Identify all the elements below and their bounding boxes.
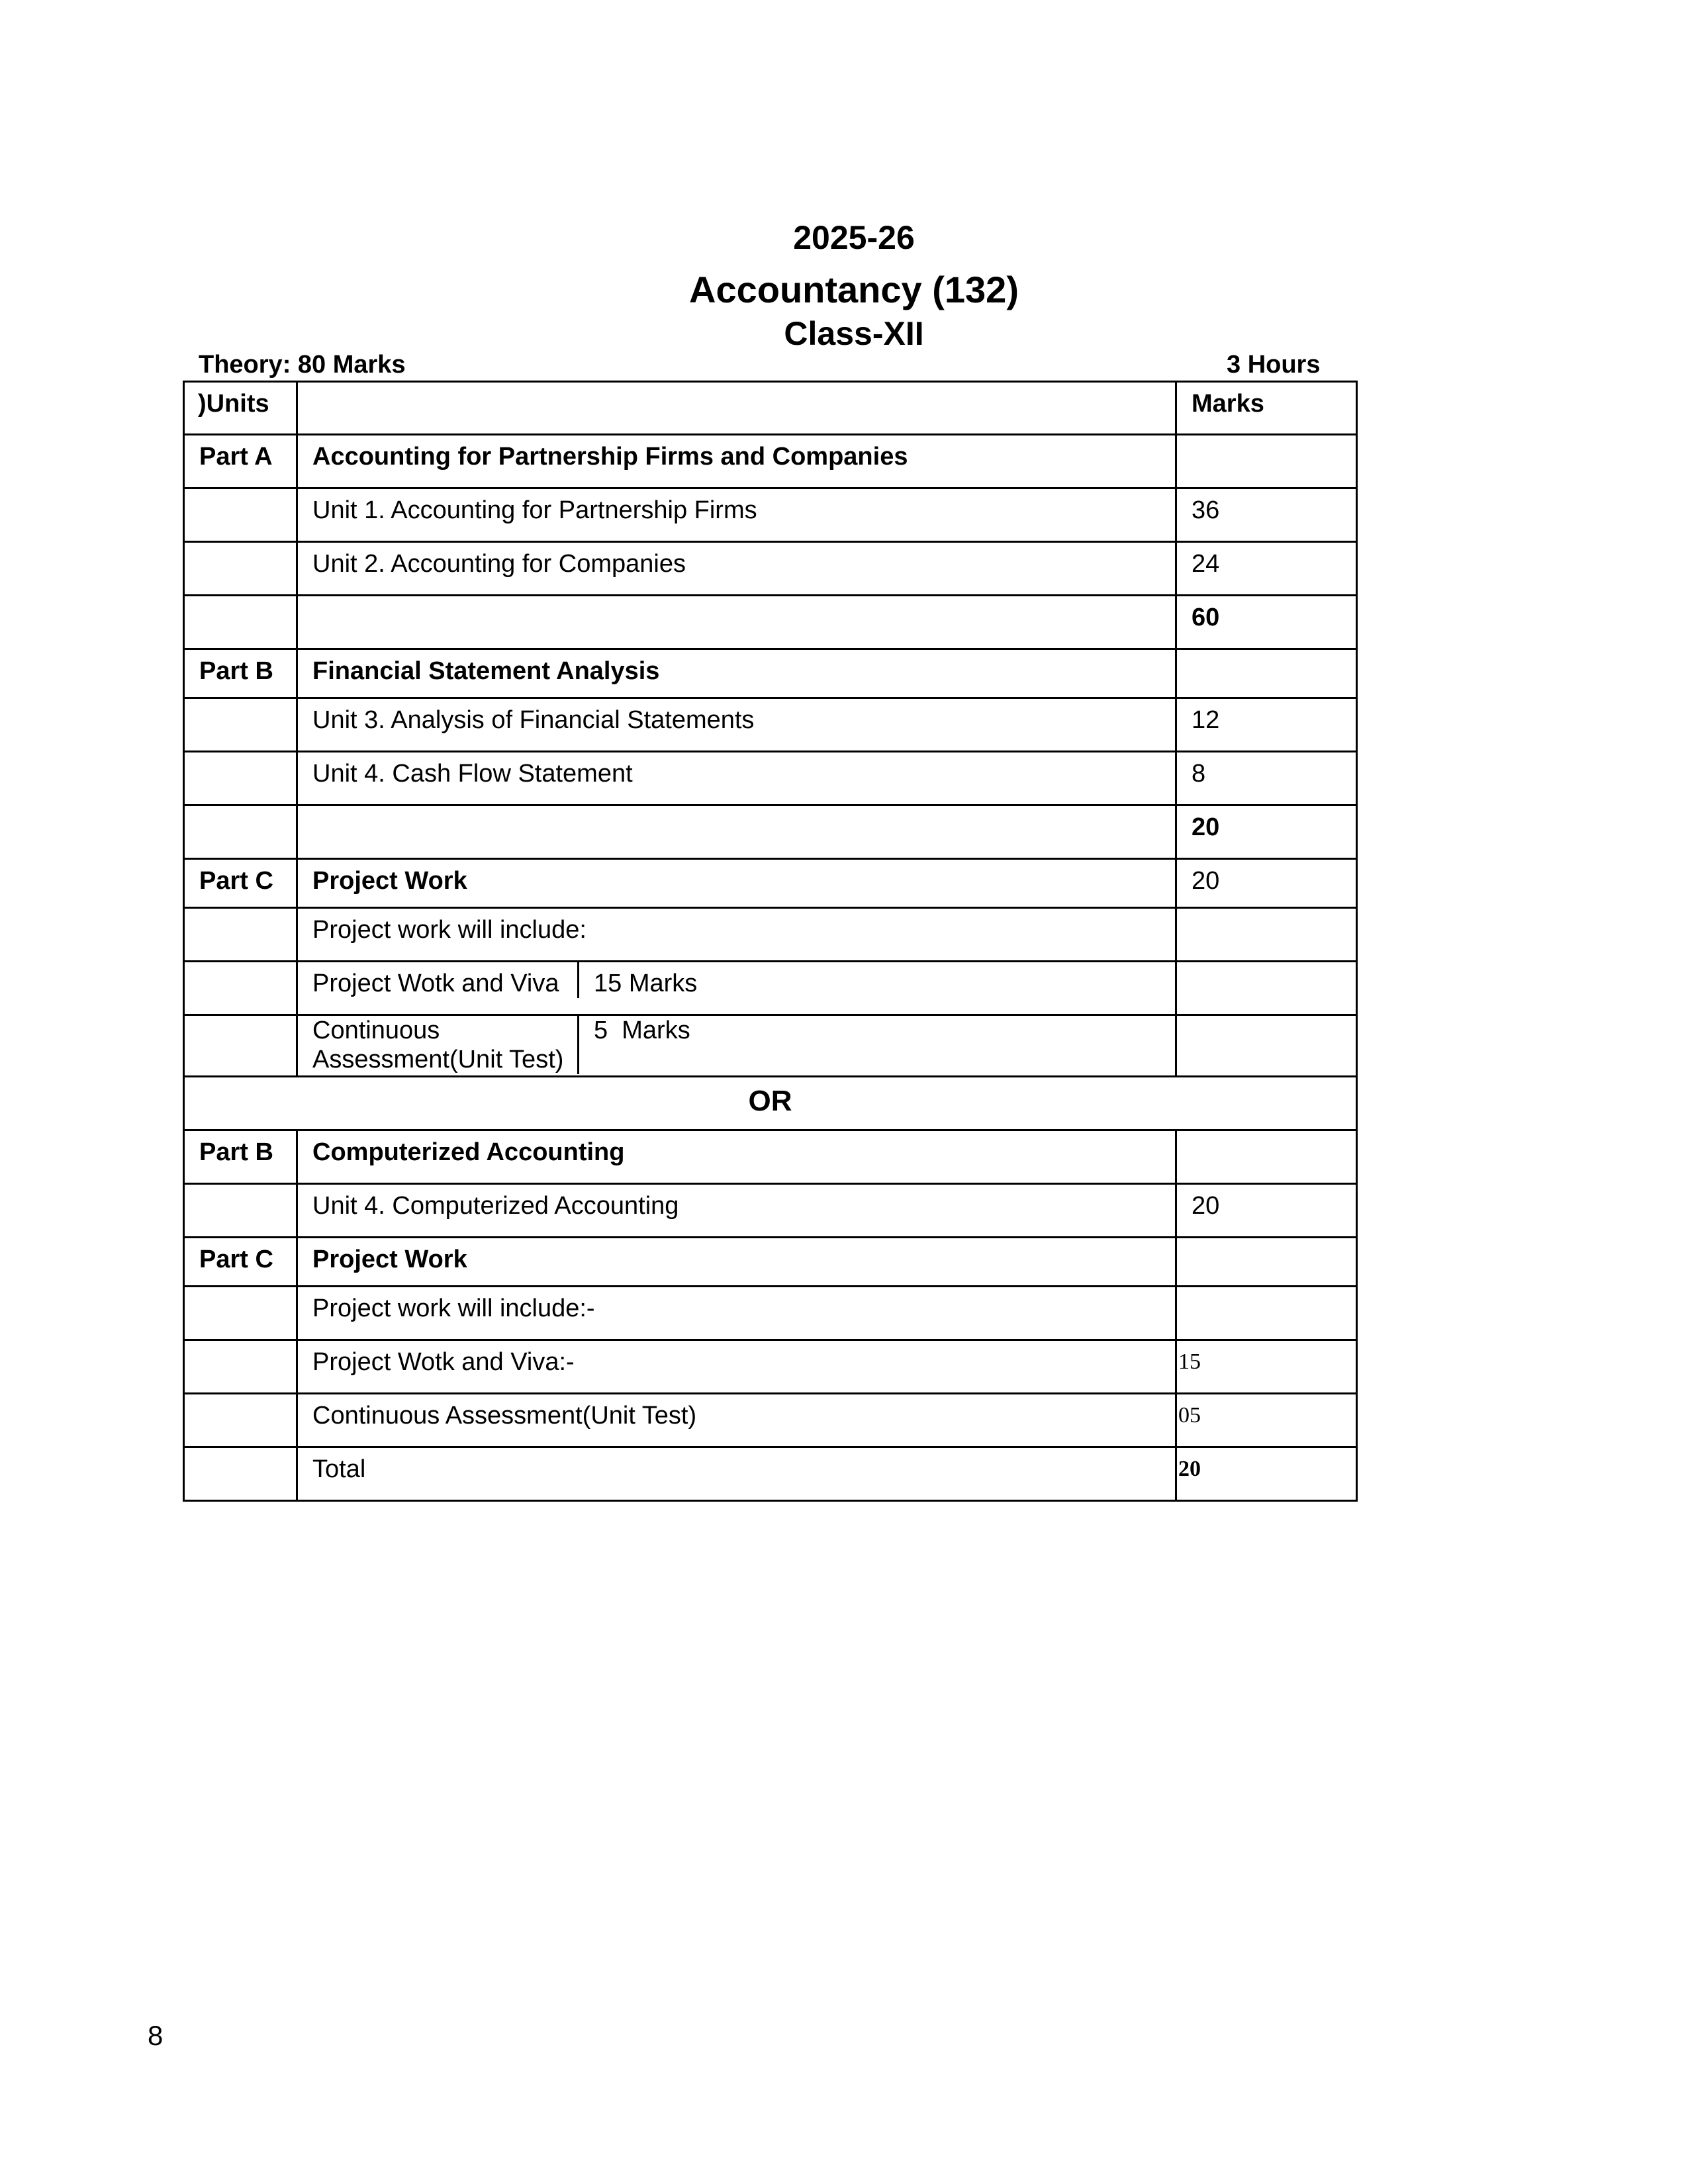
syllabus-table [183, 381, 1358, 1502]
empty-cell [184, 1447, 297, 1501]
unit-title: Continuous Assessment(Unit Test) [297, 1394, 1176, 1447]
table-row [184, 1184, 1357, 1238]
or-separator: OR [184, 1077, 1357, 1130]
empty-cell [297, 382, 1176, 435]
table-row [184, 488, 1357, 542]
empty-cell [184, 698, 297, 752]
unit-marks: 20 [1176, 859, 1357, 908]
empty-cell [1176, 908, 1357, 962]
part-title: Accounting for Partnership Firms and Companies [297, 435, 1176, 488]
part-label: Part B [184, 649, 297, 698]
empty-cell [184, 805, 297, 859]
table-row [184, 1015, 1357, 1077]
unit-title: Unit 2. Accounting for Companies [297, 542, 1176, 596]
empty-cell [184, 596, 297, 649]
part-title: Computerized Accounting [297, 1130, 1176, 1184]
table-row [184, 698, 1357, 752]
table-row [184, 752, 1357, 805]
empty-cell [184, 908, 297, 962]
table-row [184, 542, 1357, 596]
empty-cell [184, 542, 297, 596]
table-row [184, 1238, 1357, 1287]
part-label: Part C [184, 859, 297, 908]
table-row [184, 1394, 1357, 1447]
component-marks: 5 Marks [594, 1017, 690, 1044]
total-marks: 20 [1176, 1447, 1357, 1501]
document-class: Class-XII [784, 315, 924, 352]
part-label: Part A [184, 435, 297, 488]
part-title: Project Work [297, 859, 1176, 908]
unit-title: Project work will include: [297, 908, 1176, 962]
unit-marks: 20 [1176, 1184, 1357, 1238]
unit-marks: 15 [1176, 1340, 1357, 1394]
unit-marks: 36 [1176, 488, 1357, 542]
or-row [184, 1077, 1357, 1130]
split-cell [297, 1015, 1176, 1077]
table-row [184, 962, 1357, 1015]
table-row [184, 1287, 1357, 1340]
unit-title: Unit 4. Computerized Accounting [297, 1184, 1176, 1238]
empty-cell [297, 596, 1176, 649]
part-label: Part C [184, 1238, 297, 1287]
table-header-row [184, 382, 1357, 435]
subtotal-marks: 60 [1176, 596, 1357, 649]
page-number: 8 [148, 2020, 164, 2051]
document-year: 2025-26 [793, 219, 915, 256]
table-row [184, 805, 1357, 859]
table-row [184, 1447, 1357, 1501]
empty-cell [184, 962, 297, 1015]
empty-cell [184, 1287, 297, 1340]
empty-cell [1176, 1015, 1357, 1077]
unit-marks: 24 [1176, 542, 1357, 596]
empty-cell [1176, 1287, 1357, 1340]
exam-duration: 3 Hours [1227, 351, 1321, 379]
empty-cell [184, 1184, 297, 1238]
unit-marks: 8 [1176, 752, 1357, 805]
marks-header: Marks [1176, 382, 1357, 435]
empty-cell [184, 488, 297, 542]
empty-cell [297, 805, 1176, 859]
empty-cell [1176, 649, 1357, 698]
unit-title: Unit 4. Cash Flow Statement [297, 752, 1176, 805]
unit-marks: 12 [1176, 698, 1357, 752]
unit-title: Project Wotk and Viva:- [297, 1340, 1176, 1394]
total-label: Total [297, 1447, 1176, 1501]
empty-cell [1176, 1238, 1357, 1287]
table-row [184, 596, 1357, 649]
document-subject: Accountancy (132) [689, 269, 1019, 310]
table-row [184, 1130, 1357, 1184]
table-row [184, 859, 1357, 908]
component-label: Continuous Assessment(Unit Test) [298, 1016, 579, 1074]
empty-cell [1176, 962, 1357, 1015]
part-title: Project Work [297, 1238, 1176, 1287]
unit-marks: 05 [1176, 1394, 1357, 1447]
subtotal-marks: 20 [1176, 805, 1357, 859]
unit-title: Unit 3. Analysis of Financial Statements [297, 698, 1176, 752]
empty-cell [1176, 1130, 1357, 1184]
empty-cell [184, 1015, 297, 1077]
theory-marks: Theory: 80 Marks [199, 351, 406, 379]
table-row [184, 908, 1357, 962]
units-header: )Units [184, 382, 297, 435]
empty-cell [1176, 435, 1357, 488]
component-marks: 15 Marks [594, 970, 698, 997]
unit-title: Project work will include:- [297, 1287, 1176, 1340]
table-row [184, 1340, 1357, 1394]
part-title: Financial Statement Analysis [297, 649, 1176, 698]
empty-cell [184, 1394, 297, 1447]
empty-cell [184, 1340, 297, 1394]
table-row [184, 649, 1357, 698]
part-label: Part B [184, 1130, 297, 1184]
component-label: Project Wotk and Viva [298, 962, 579, 998]
unit-title: Unit 1. Accounting for Partnership Firms [297, 488, 1176, 542]
empty-cell [184, 752, 297, 805]
table-row [184, 435, 1357, 488]
split-cell [297, 962, 1176, 1015]
